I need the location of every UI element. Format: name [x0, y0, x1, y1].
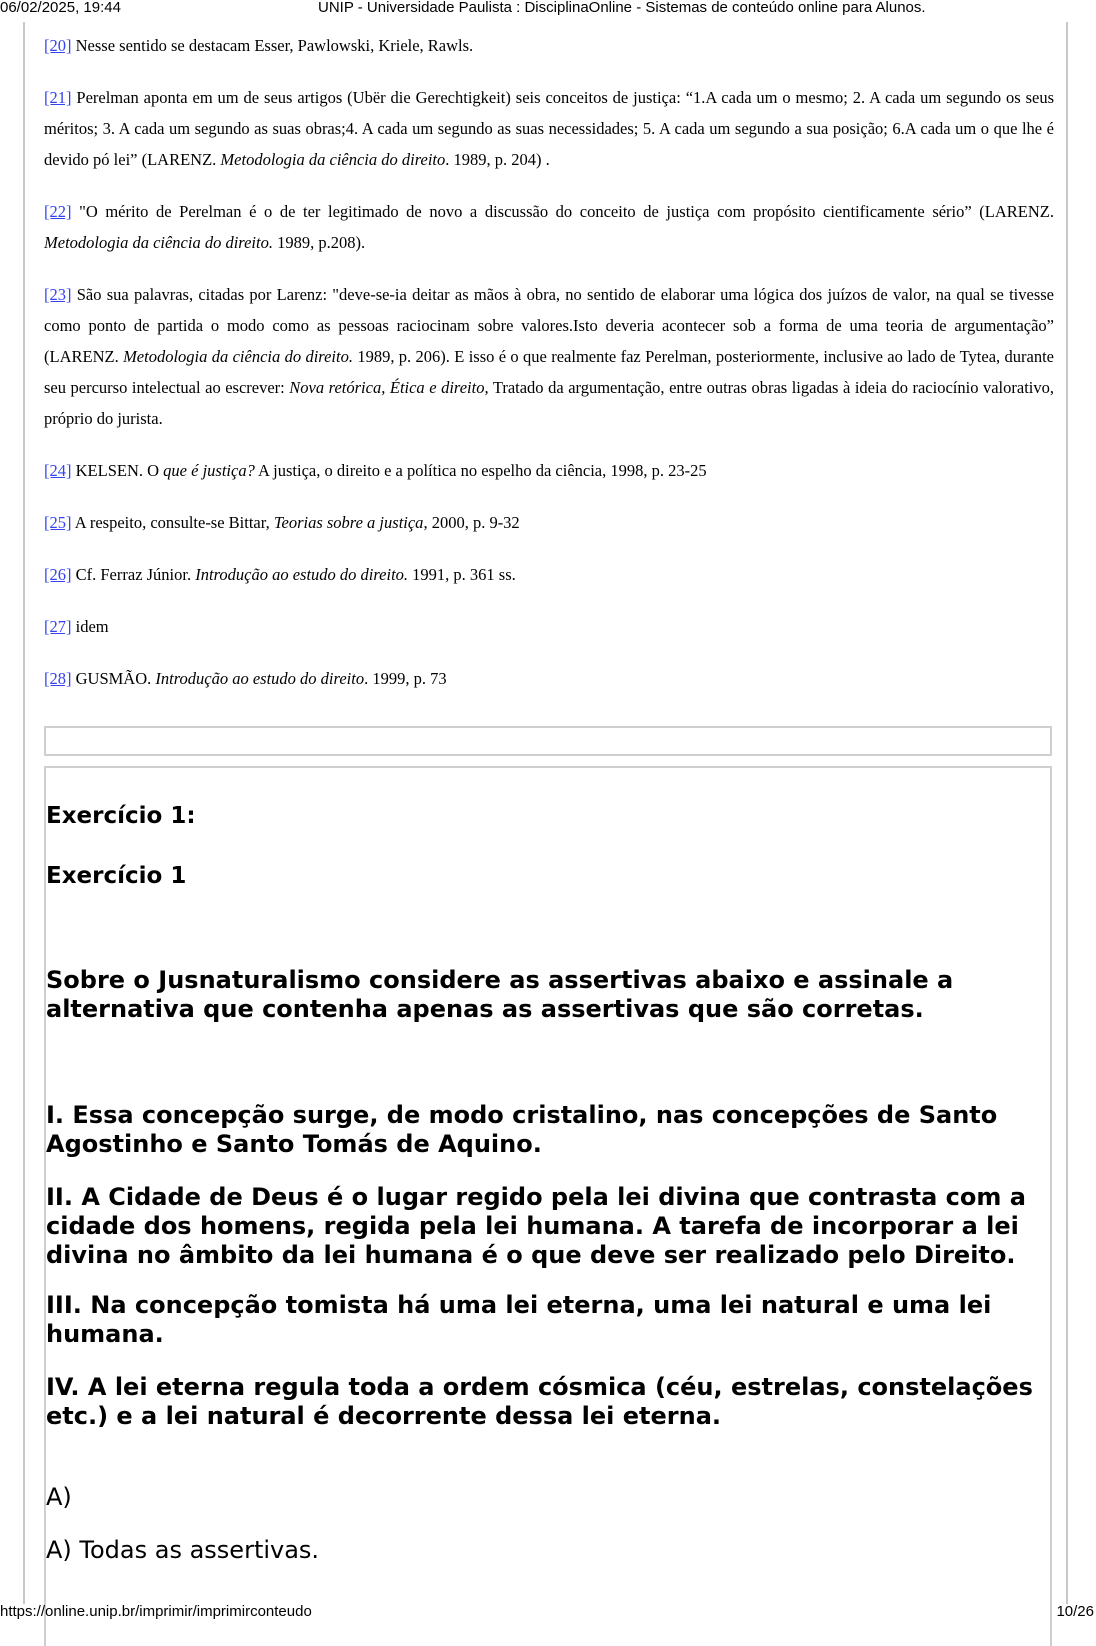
footnote-ref-link[interactable]: [20]: [44, 36, 72, 55]
footnote: [44, 507, 1054, 538]
footnote-text: Cf. Ferraz Júnior.: [71, 565, 196, 584]
footnote-text: idem: [71, 617, 109, 636]
assertion-3: III. Na concepção tomista há uma lei eterna, uma lei natural e uma lei humana.: [46, 1291, 992, 1348]
option-label: A): [46, 1483, 72, 1511]
assertion-4: IV. A lei eterna regula toda a ordem cósmica (céu, estrelas, constelações etc.) e a lei natural é decorrente dessa lei eterna.: [46, 1373, 1033, 1430]
footnote-text: , Tratado da argumentação, entre outras obras ligadas à ideia do raciocínio valorativo, próprio do jurista.: [44, 378, 1054, 428]
footnote-text: . 1999, p. 73: [364, 669, 447, 688]
footnotes-list: [44, 30, 1054, 715]
footnote-text: 1991, p. 361 ss.: [408, 565, 516, 584]
empty-separator-box: [44, 726, 1052, 756]
footnote-text: , 2000, p. 9-32: [423, 513, 520, 532]
footnote-ref-link[interactable]: [22]: [44, 202, 72, 221]
footnote: [44, 611, 1054, 642]
footnote-text: KELSEN. O: [71, 461, 164, 480]
print-page-title: UNIP - Universidade Paulista : DisciplinaOnline - Sistemas de conteúdo online para Alunos.: [318, 0, 926, 16]
footnote-italic-text: que é justiça?: [163, 461, 255, 480]
footnote-italic-text: Metodologia da ciência do direito.: [123, 347, 353, 366]
footnote: [44, 279, 1054, 434]
exercise-subheading: Exercício 1: [46, 863, 187, 889]
footnote-italic-text: Introdução ao estudo do direito.: [195, 565, 409, 584]
footnote-text: A respeito, consulte-se Bittar,: [71, 513, 274, 532]
footnote-italic-text: Teorias sobre a justiça: [273, 513, 424, 532]
footnote: [44, 455, 1054, 486]
print-url: https://online.unip.br/imprimir/imprimirconteudo: [0, 1603, 312, 1620]
print-datetime: 06/02/2025, 19:44: [0, 0, 121, 16]
print-footer: [0, 1604, 1096, 1624]
assertion-2: II. A Cidade de Deus é o lugar regido pela lei divina que contrasta com a cidade dos homens, regida pela lei humana. A tarefa de incorporar a lei divina no âmbito da lei humana é o que deve ser realizado pelo Direito.: [46, 1183, 1026, 1269]
footnote-text: "O mérito de Perelman é o de ter legitimado de novo a discussão do conceito de justiça com propósito cientificamente sério” (LARENZ.: [71, 202, 1054, 221]
footnote-ref-link[interactable]: [24]: [44, 461, 72, 480]
footnote-ref-link[interactable]: [21]: [44, 88, 72, 107]
footnote: [44, 82, 1054, 175]
footnote-text: São sua palavras, citadas por Larenz: "deve-se-ia deitar as mãos à obra, no sentido de elaborar uma lógica dos juízos de valor, na qual se tivesse como ponto de partida o modo como as pessoas raciocinam sobre valores.Isto deveria acontecer sob a forma de uma teoria de argumentação” (LARENZ.: [44, 285, 1054, 366]
footnote-text: 1989, p.208).: [272, 233, 366, 252]
footnote-text: A justiça, o direito e a política no espelho da ciência, 1998, p. 23-25: [254, 461, 707, 480]
footnote: [44, 559, 1054, 590]
footnote-italic-text: Introdução ao estudo do direito: [155, 669, 365, 688]
footnote-italic-text: Metodologia da ciência do direito.: [44, 233, 273, 252]
footnote: [44, 30, 1054, 61]
footnote-italic-text: Metodologia da ciência do direito: [220, 150, 446, 169]
footnote-text: GUSMÃO.: [71, 669, 156, 688]
footnote-text: . 1989, p. 204) .: [445, 150, 550, 169]
page-number: 10/26: [1056, 1603, 1094, 1620]
exercise-prompt: Sobre o Jusnaturalismo considere as assertivas abaixo e assinale a alternativa que contenha apenas as assertivas que são corretas.: [46, 966, 954, 1023]
right-border: [1066, 22, 1068, 1604]
footnote-italic-text: Nova retórica, Ética e direito: [289, 378, 485, 397]
footnote-ref-link[interactable]: [26]: [44, 565, 72, 584]
left-border: [23, 22, 25, 1604]
assertion-1: I. Essa concepção surge, de modo cristalino, nas concepções de Santo Agostinho e Santo Tomás de Aquino.: [46, 1101, 998, 1158]
footnote-text: Perelman aponta em um de seus artigos (Ubër die Gerechtigkeit) seis conceitos de justiça: “1.A cada um o mesmo; 2. A cada um segundo os seus méritos; 3. A cada um segundo as suas obras;4. A cada um segundo as suas necessidades; 5. A cada um segundo a sua posição; 6.A cada um o que lhe é devido pó lei” (LARENZ.: [44, 88, 1054, 169]
print-header: [0, 0, 1096, 18]
footnote-ref-link[interactable]: [25]: [44, 513, 72, 532]
footnote-text: Nesse sentido se destacam Esser, Pawlowski, Kriele, Rawls.: [71, 36, 474, 55]
footnote-ref-link[interactable]: [28]: [44, 669, 72, 688]
footnote: [44, 663, 1054, 694]
footnote-text: 1989, p. 206). E isso é o que realmente faz Perelman, posteriormente, inclusive ao lado de Tytea, durante seu percurso intelectual ao escrever:: [44, 347, 1054, 397]
footnote-ref-link[interactable]: [23]: [44, 285, 72, 304]
footnote: [44, 196, 1054, 258]
exercise-heading: Exercício 1:: [46, 803, 196, 829]
option-a[interactable]: A) Todas as assertivas.: [46, 1536, 320, 1564]
footnote-ref-link[interactable]: [27]: [44, 617, 72, 636]
